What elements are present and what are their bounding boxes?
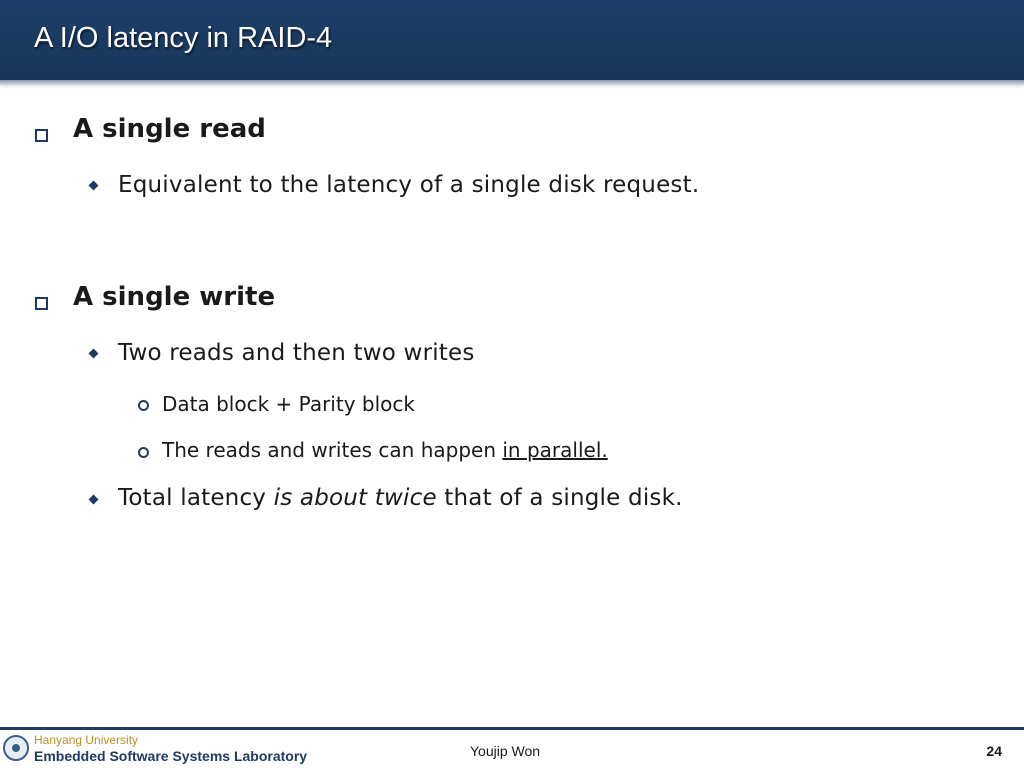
page-number: 24 (986, 743, 1002, 759)
diamond-bullet-icon (89, 495, 99, 505)
twice-emphasis: is about twice (273, 485, 437, 511)
title-bar (0, 0, 1024, 80)
slide-title: A I/O latency in RAID-4 (34, 22, 333, 54)
write-point-2-suffix: that of a single disk. (436, 485, 683, 511)
square-bullet-icon (35, 129, 48, 142)
write-heading: A single write (73, 282, 276, 312)
write-point-1: Two reads and then two writes (118, 340, 475, 366)
write-point-2 (118, 485, 683, 511)
read-heading: A single read (73, 114, 266, 144)
diamond-bullet-icon (89, 181, 99, 191)
write-subpoint-2 (162, 438, 608, 462)
read-point: Equivalent to the latency of a single disk request. (118, 172, 700, 198)
diamond-bullet-icon (89, 349, 99, 359)
footer-university: Hanyang University (34, 733, 139, 747)
footer-divider (0, 727, 1024, 730)
write-subpoint-1: Data block + Parity block (162, 392, 415, 416)
footer-author: Youjip Won (470, 743, 541, 759)
write-subpoint-2-text: The reads and writes can happen (162, 438, 503, 462)
circle-bullet-icon (138, 447, 149, 458)
university-seal-icon (3, 735, 29, 761)
title-divider (0, 80, 1024, 85)
footer-lab-name: Embedded Software Systems Laboratory (34, 748, 308, 764)
parallel-emphasis: in parallel. (502, 438, 608, 462)
square-bullet-icon (35, 297, 48, 310)
write-point-2-prefix: Total latency (118, 485, 274, 511)
circle-bullet-icon (138, 400, 149, 411)
